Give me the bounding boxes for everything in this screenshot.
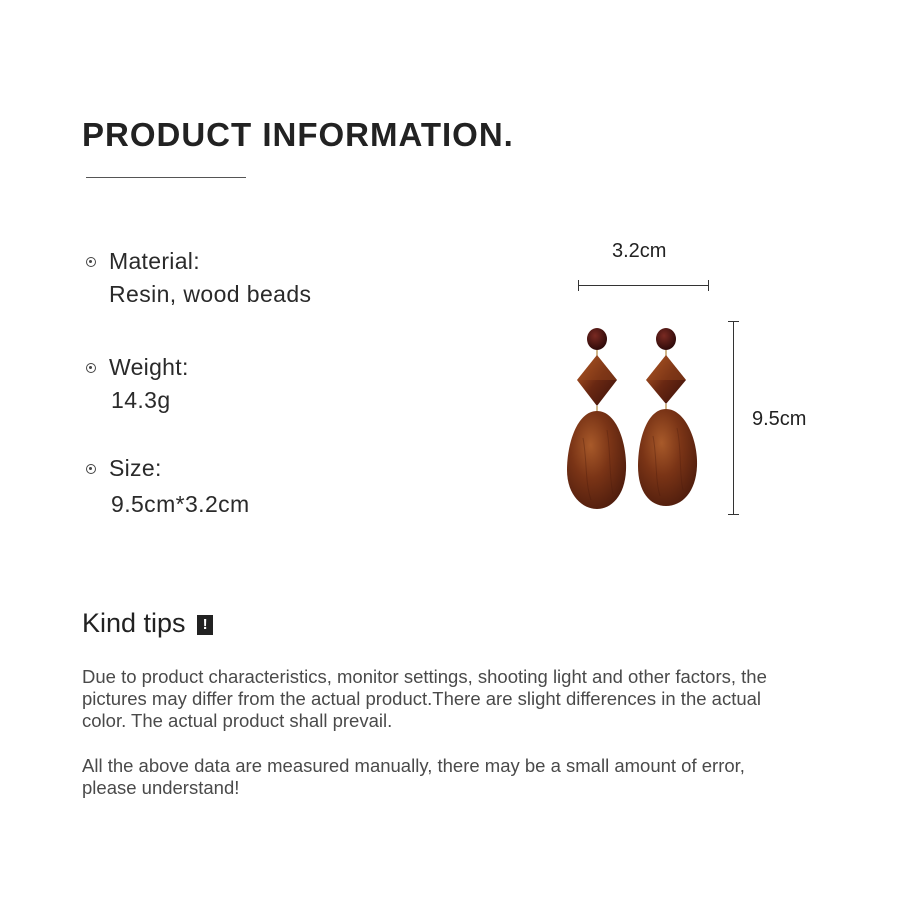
earring-right bbox=[638, 328, 697, 506]
spec-size-value: 9.5cm*3.2cm bbox=[111, 491, 250, 517]
width-dimension-line bbox=[578, 285, 709, 286]
kind-tips-title: Kind tips bbox=[82, 608, 186, 638]
width-dimension-tick-right bbox=[708, 280, 709, 291]
height-dimension-label: 9.5cm bbox=[752, 408, 807, 430]
bullet-icon bbox=[86, 363, 96, 373]
spec-material-value: Resin, wood beads bbox=[109, 281, 312, 307]
height-dimension-tick-bottom bbox=[728, 514, 739, 515]
earrings-product-image bbox=[555, 318, 715, 518]
kind-tips-heading bbox=[82, 608, 213, 639]
exclamation-icon: ! bbox=[197, 615, 213, 635]
earring-left bbox=[567, 328, 626, 509]
tips-paragraph-1: Due to product characteristics, monitor settings, shooting light and other factors, the pictures may differ from the actual product.There are slight differences in the actual color. The actual product shall prevail. bbox=[82, 666, 767, 731]
spec-weight-label: Weight: bbox=[109, 354, 189, 380]
spec-material-label: Material: bbox=[109, 248, 200, 274]
spec-size-label: Size: bbox=[109, 455, 162, 481]
spec-weight-value: 14.3g bbox=[111, 387, 171, 413]
tips-paragraph-2: All the above data are measured manually, there may be a small amount of error, please understand! bbox=[82, 755, 745, 798]
title-divider bbox=[86, 177, 246, 178]
page-title: PRODUCT INFORMATION. bbox=[82, 116, 514, 153]
bullet-icon bbox=[86, 464, 96, 474]
height-dimension-tick-top bbox=[728, 321, 739, 322]
width-dimension-tick-left bbox=[578, 280, 579, 291]
bullet-icon bbox=[86, 257, 96, 267]
height-dimension-line bbox=[733, 321, 734, 515]
width-dimension-label: 3.2cm bbox=[612, 240, 667, 262]
